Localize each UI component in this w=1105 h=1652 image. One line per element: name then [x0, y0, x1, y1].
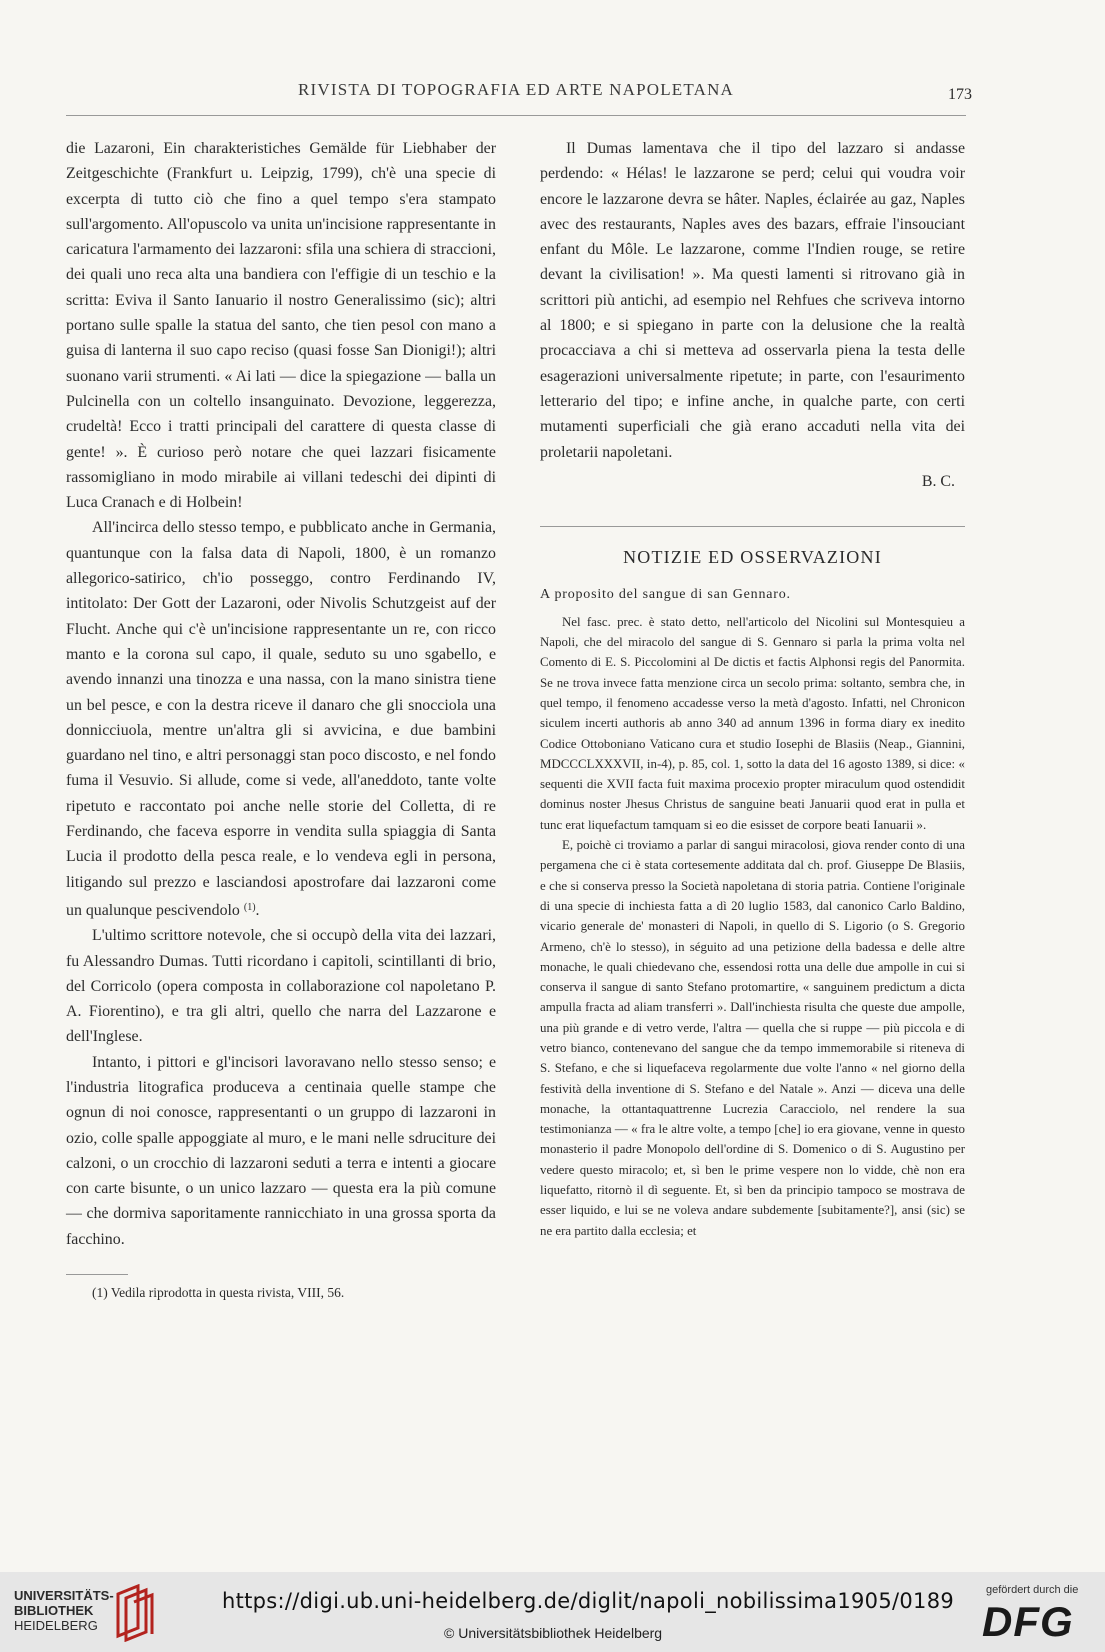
running-title: RIVISTA DI TOPOGRAFIA ED ARTE NAPOLETANA: [297, 80, 735, 99]
dfg-logo: DFG: [982, 1598, 1074, 1645]
left-paragraph-2-text: All'incirca dello stesso tempo, e pubblicato anche in Germania, quantunque con la falsa data di Napoli, 1800, è un romanzo allegorico-satirico, ch'io posseggo, contro Ferdinando IV, intitolato: Der Gott der Lazaroni, oder Nivolis Schutzgeist auf der Flucht. Anche qui c'è un'incisione rappresentante un re, con ricco manto e la corona sul capo, il quale, seduto su uno sgabello, e avendo innanzi una tinozza e una nassa, con la mano sinistra tiene un bel pesce, e con la destra riceve il danaro che gli snocciola una donnicciuola, mentre un'altra gli si avvicina, e due bambini guardano nel tino, e altri personaggi stan poco discosto, e nel fondo fuma il Vesuvio. Si allude, come si vede, all'aneddoto, tante volte ripetuto e raccontato poi anche nelle storie del Colletta, di re Ferdinando, che faceva esporre in vendita sulla spiaggia di Santa Lucia il prodotto della pesca reale, e lo vendeva egli in persona, litigando sul prezzo e lasciandosi apostrofare dai lazzaroni come un qualunque pescivendolo: [66, 519, 496, 919]
notes-paragraph-2: E, poichè ci troviamo a parlar di sangui miracolosi, giova render conto di una pergamena che ci è stata cortesemente additata dal ch. prof. Giuseppe De Blasiis, e che si conserva presso la Società napoletana di storia patria. Contiene l'originale di una specie di inchiesta fatta a dì 20 luglio 1583, dal canonico Carlo Baldino, vicario generale de' monasteri di Napoli, in quello di S. Ligorio (o S. Gregorio Armeno, ch'è lo stesso), in séguito ad una petizione della badessa e delle altre monache, le quali chiedevano che, essendosi rotta una delle due ampolle in cui si conserva il sangue di santo Stefano protomartire, « sanguinem predictum a dicta ampulla fracta ad aliam transferri ». Dall'inchiesta risulta che queste due ampolle, una più grande e di vetro verde, l'altra — quella che si ruppe — più piccola e di vetro bianco, contenevano del sangue che da tempo immemorabile si riteneva di S. Stefano, e che si liquefaceva regolarmente due volte l'anno « nel giorno della festività della inventione di S. Stefano e del Natale ». Anzi — diceva una delle monache, la ottantaquattrenne Lucrezia Caracciolo, nel rendere la sua testimonianza — « fra le altre volte, a tempo [che] io era giovane, venne in questo monasterio il padre Monopolo dell'ordine di S. Domenico o di S. Augustino per vedere questo miracolo; et, sì ben le prime vespere non lo vidde, chè non era liquefatto, ritornò il dì seguente. Et, sì ben da principio tampoco se mostrava de esser liquido, e lui se ne voleva andare subdemente [subitamente?], ansi (sic) se ne era partito dalla ecclesia; et: [540, 838, 965, 1238]
library-line-3: HEIDELBERG: [14, 1618, 98, 1633]
footnote-ref[interactable]: (1): [243, 901, 256, 913]
page-number: 173: [948, 86, 972, 103]
header-rule: [66, 115, 966, 116]
footer-bar: [0, 1572, 1105, 1652]
funding-note: gefördert durch die: [986, 1584, 1079, 1596]
left-paragraph-4: Intanto, i pittori e gl'incisori lavoravano nello stesso senso; e l'industria litografica produceva a centinaia quelle stampe che ognun di noi conosce, rappresentanti o un gruppo di lazzaroni in ozio, colle spalle appoggiate al muro, e le mani nelle sdruciture dei calzoni, o un crocchio di lazzaroni seduti a terra e intenti a giocare con carte bisunte, o un unico lazzaro — questa era la più comune — che dormiva saporitamente rannicchiato in una grossa sporta da facchino.: [66, 1053, 496, 1248]
footnote: (1) Vedila riprodotta in questa rivista, VIII, 56.: [92, 1285, 345, 1301]
section-title: NOTIZIE ED OSSERVAZIONI: [623, 547, 882, 568]
left-paragraph-2-end: .: [255, 901, 260, 919]
permalink-url[interactable]: https://digi.ub.uni-heidelberg.de/diglit/napoli_nobilissima1905/0189: [222, 1589, 955, 1613]
right-paragraph-1: Il Dumas lamentava che il tipo del lazzaro si andasse perdendo: « Hélas! le lazzarone se perd; celui qui voudra voir encore le lazzarone devra se hâter. Naples, éclairée au gaz, Naples avec des restaurants, Naples aves des bazars, effraie l'insouciant enfant du Môle. Le lazzarone, comme l'Indien rouge, se retire devant la civilisation! ». Ma questi lamenti si ritrovano già in scrittori più antichi, ad esempio nel Rehfues che scriveva intorno al 1800; e si spiegano in parte con la delusione che la realtà procacciava a chi si metteva ad osservarla piena la testa delle esagerazioni universalmente ripetute; in parte, con l'esaurimento letterario del tipo; e infine anche, in qualche parte, con certi mutamenti superficiali che già erano accaduti nella vita dei proletarii napoletani.: [540, 140, 965, 461]
notes-paragraph-1: Nel fasc. prec. è stato detto, nell'articolo del Nicolini sul Montesquieu a Napoli, che del miracolo del sangue di S. Gennaro si parla la prima volta nel Comento di E. S. Piccolomini al De dictis et factis Alphonsi regis del Panormita. Se ne trova invece fatta menzione circa un secolo prima: soltanto, sembra che, in quel tempo, il fenomeno accadesse verso la metà d'agosto. Infatti, nel Chronicon siculem incerti authoris ab anno 340 ad annum 1396 in forma diary ex inedito Codice Ottoboniano Vaticano cura et studio Iosephi de Blasiis (Neap., Giannini, MDCCCLXXXVII, in-4), p. 85, col. 1, sotto la data del 16 agosto 1389, si dice: « sequenti die XVII facta fuit maxima procexio propter miraculum quod ostendidit dominus noster Jhesus Christus de sanguine beati Januarii quod erat in pulla et tunc erat liquefactum tamquam si eo die esisset de corpore beati Ianuarii ».: [540, 614, 965, 832]
footnote-rule: [66, 1274, 128, 1275]
notes-body: [540, 612, 965, 1241]
left-paragraph-2: [66, 515, 496, 923]
library-emblem-icon: [114, 1584, 156, 1642]
left-column: [66, 136, 496, 1303]
signature: B. C.: [921, 472, 955, 490]
page-header: [66, 80, 972, 104]
right-column: [540, 136, 965, 1241]
left-paragraph-3: L'ultimo scrittore notevole, che si occupò della vita dei lazzari, fu Alessandro Dumas. Tutti ricordano i capitoli, scintillanti di brio, del Corricolo (opera composta in collaborazione col napoletano P. A. Fiorentino), e tra gli altri, quello che narra del Lazzarone e dell'Inglese.: [66, 927, 496, 1046]
library-line-1: UNIVERSITÄTS-: [14, 1588, 114, 1603]
section-rule: [540, 526, 965, 527]
library-logo-text: [14, 1588, 114, 1633]
copyright-notice: © Universitätsbibliothek Heidelberg: [444, 1625, 663, 1641]
library-line-2: BIBLIOTHEK: [14, 1603, 94, 1618]
left-paragraph-1: die Lazaroni, Ein charakteristiches Gemälde für Liebhaber der Zeitgeschichte (Frankfurt u. Leipzig, 1799), ch'è una specie di excerpta di tutto ciò che fino a quel tempo s'era stampato sull'argomento. All'opuscolo va unita un'incisione rappresentante in caricatura l'armamento dei lazzaroni: sfila una schiera di straccioni, dei quali uno reca alta una bandiera con l'effigie di un teschio e la scritta: Eviva il Santo Ianuario il nostro Generalissimo (sic); altri portano sulle spalle la statua del santo, che tien pesol con mano a guisa di lanterna il suo capo reciso (quasi fosse San Dionigi!); altri suonano varii strumenti. « Ai lati — dice la spiegazione — balla un Pulcinella con un coltello insanguinato. Devozione, leggerezza, crudeltà! Ecco i tratti principali del carattere di questa classe di gente! ». È curioso però notare che quei lazzari fisicamente rassomigliano in modo mirabile ai villani tedeschi dei dipinti di Luca Cranach e di Holbein!: [66, 140, 496, 512]
subsection-heading: A proposito del sangue di san Gennaro.: [540, 587, 791, 603]
